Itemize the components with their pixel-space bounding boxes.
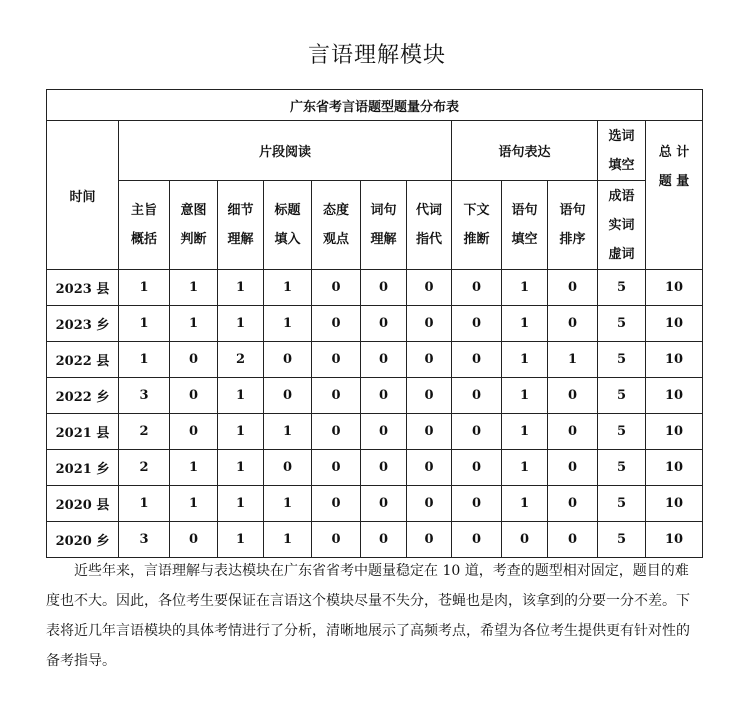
row-value-cell: 0 <box>361 522 407 558</box>
intro-paragraph: 近些年来，言语理解与表达模块在广东省省考中题量稳定在 10 道，考查的题型相对固定，题目的难度也不大。因此，各位考生要保证在言语这个模块尽量不失分，苍蝇也是肉，该拿到的分要一分不差。下表将近几年言语模块的具体考情进行了分析，清晰地展示了高频考点，希望为各位考生提供更有针对性的备考指导。 <box>46 563 690 669</box>
row-time-cell: 2021 县 <box>47 414 119 450</box>
row-value-cell: 10 <box>646 450 703 486</box>
row-value-cell: 0 <box>407 270 452 306</box>
row-value-cell: 0 <box>548 486 598 522</box>
row-value-cell: 1 <box>170 306 218 342</box>
row-value-cell: 0 <box>361 414 407 450</box>
subheader-line: 态度 <box>322 203 349 218</box>
table-row <box>47 414 703 450</box>
row-value-cell: 10 <box>646 486 703 522</box>
row-value-cell: 0 <box>361 342 407 378</box>
row-value-cell: 0 <box>264 450 312 486</box>
row-value-cell: 2 <box>119 450 170 486</box>
row-value-cell: 3 <box>119 522 170 558</box>
group-total-line1: 总 计 <box>658 145 690 160</box>
row-value-cell: 0 <box>407 342 452 378</box>
row-value-cell: 0 <box>452 522 502 558</box>
subheader-line: 概括 <box>130 232 157 247</box>
row-value-cell: 1 <box>170 486 218 522</box>
row-value-cell: 0 <box>407 306 452 342</box>
group-total-line2: 题 量 <box>658 174 690 189</box>
row-value-cell: 0 <box>407 378 452 414</box>
row-value-cell: 1 <box>218 450 264 486</box>
subheader-line: 代词 <box>415 203 442 218</box>
group-xuanci <box>598 121 646 181</box>
row-value-cell: 1 <box>502 378 548 414</box>
subheader-line: 理解 <box>370 232 397 247</box>
subheader-line: 理解 <box>227 232 254 247</box>
time-header: 时间 <box>47 121 119 270</box>
row-value-cell: 0 <box>264 378 312 414</box>
subheader-cell <box>119 181 170 270</box>
table-row <box>47 306 703 342</box>
subheader-line: 标题 <box>274 203 301 218</box>
row-value-cell: 5 <box>598 270 646 306</box>
table-caption: 广东省考言语题型题量分布表 <box>47 90 703 121</box>
row-time-cell: 2022 乡 <box>47 378 119 414</box>
row-value-cell: 0 <box>312 342 361 378</box>
group-yuju: 语句表达 <box>452 121 598 181</box>
row-value-cell: 1 <box>264 306 312 342</box>
row-value-cell: 0 <box>312 306 361 342</box>
row-value-cell: 1 <box>502 342 548 378</box>
row-value-cell: 0 <box>452 414 502 450</box>
row-value-cell: 0 <box>407 414 452 450</box>
row-value-cell: 1 <box>502 486 548 522</box>
row-value-cell: 1 <box>502 414 548 450</box>
row-time-cell: 2023 乡 <box>47 306 119 342</box>
row-value-cell: 0 <box>548 378 598 414</box>
row-value-cell: 0 <box>452 342 502 378</box>
group-header-row <box>47 121 703 181</box>
row-value-cell: 0 <box>452 378 502 414</box>
row-value-cell: 1 <box>170 270 218 306</box>
row-value-cell: 0 <box>312 486 361 522</box>
subheader-line: 推断 <box>463 232 490 247</box>
table-row <box>47 270 703 306</box>
subheader-line: 填入 <box>274 232 301 247</box>
row-value-cell: 1 <box>264 522 312 558</box>
row-value-cell: 1 <box>218 486 264 522</box>
row-value-cell: 0 <box>361 270 407 306</box>
table-caption-row <box>47 90 703 121</box>
group-xuanci-line1: 选词 <box>608 128 635 144</box>
group-total <box>646 121 703 270</box>
row-value-cell: 0 <box>548 414 598 450</box>
subheader-line: 主旨 <box>130 203 157 218</box>
subheader-cell <box>312 181 361 270</box>
subheader-line: 下文 <box>463 203 490 218</box>
row-value-cell: 3 <box>119 378 170 414</box>
table-row <box>47 342 703 378</box>
row-time-cell: 2023 县 <box>47 270 119 306</box>
row-value-cell: 0 <box>170 414 218 450</box>
subheader-cell <box>264 181 312 270</box>
row-value-cell: 5 <box>598 486 646 522</box>
row-value-cell: 0 <box>361 378 407 414</box>
row-value-cell: 0 <box>452 450 502 486</box>
row-value-cell: 1 <box>119 342 170 378</box>
row-value-cell: 0 <box>407 450 452 486</box>
subheader-line: 词句 <box>370 203 397 218</box>
subheader-cell <box>502 181 548 270</box>
table-row <box>47 486 703 522</box>
row-value-cell: 1 <box>502 450 548 486</box>
row-value-cell: 0 <box>452 270 502 306</box>
row-value-cell: 0 <box>407 486 452 522</box>
subheader-line: 虚词 <box>608 246 635 262</box>
subheader-line: 语句 <box>511 203 538 218</box>
row-value-cell: 0 <box>312 522 361 558</box>
row-value-cell: 5 <box>598 306 646 342</box>
question-distribution-table <box>46 89 703 558</box>
row-value-cell: 1 <box>218 522 264 558</box>
row-value-cell: 1 <box>548 342 598 378</box>
row-value-cell: 5 <box>598 414 646 450</box>
row-value-cell: 0 <box>548 522 598 558</box>
row-value-cell: 1 <box>119 270 170 306</box>
row-value-cell: 10 <box>646 522 703 558</box>
row-value-cell: 1 <box>170 450 218 486</box>
row-value-cell: 1 <box>119 486 170 522</box>
subheader-line: 实词 <box>608 217 635 233</box>
row-time-cell: 2020 乡 <box>47 522 119 558</box>
row-value-cell: 5 <box>598 522 646 558</box>
row-value-cell: 10 <box>646 306 703 342</box>
row-value-cell: 0 <box>264 342 312 378</box>
page-title: 言语理解模块 <box>307 43 446 68</box>
row-value-cell: 5 <box>598 378 646 414</box>
subheader-line: 意图 <box>180 203 207 218</box>
row-value-cell: 1 <box>119 306 170 342</box>
row-value-cell: 10 <box>646 270 703 306</box>
row-value-cell: 1 <box>218 414 264 450</box>
row-value-cell: 1 <box>502 306 548 342</box>
row-value-cell: 0 <box>170 522 218 558</box>
row-value-cell: 0 <box>452 486 502 522</box>
row-value-cell: 1 <box>502 270 548 306</box>
subheader-line: 语句 <box>559 203 586 218</box>
row-value-cell: 0 <box>548 306 598 342</box>
row-value-cell: 0 <box>361 306 407 342</box>
row-value-cell: 1 <box>264 486 312 522</box>
row-value-cell: 0 <box>548 450 598 486</box>
subheader-line: 判断 <box>180 232 207 247</box>
row-value-cell: 1 <box>218 270 264 306</box>
subheader-line: 填空 <box>511 232 538 247</box>
row-value-cell: 2 <box>218 342 264 378</box>
row-value-cell: 0 <box>312 450 361 486</box>
row-value-cell: 0 <box>312 414 361 450</box>
row-time-cell: 2020 县 <box>47 486 119 522</box>
row-value-cell: 0 <box>502 522 548 558</box>
row-value-cell: 0 <box>170 378 218 414</box>
row-value-cell: 1 <box>264 414 312 450</box>
subheader-cell <box>361 181 407 270</box>
subheader-cell <box>218 181 264 270</box>
subheader-cell <box>407 181 452 270</box>
subheader-cell <box>170 181 218 270</box>
subheader-line: 成语 <box>608 188 635 204</box>
row-time-cell: 2022 县 <box>47 342 119 378</box>
table-row <box>47 450 703 486</box>
subheader-cell <box>452 181 502 270</box>
subheader-row <box>47 181 703 270</box>
row-value-cell: 0 <box>170 342 218 378</box>
row-value-cell: 10 <box>646 342 703 378</box>
subheader-cell <box>598 181 646 270</box>
table-row <box>47 522 703 558</box>
row-value-cell: 10 <box>646 378 703 414</box>
row-value-cell: 0 <box>312 378 361 414</box>
group-pianduan: 片段阅读 <box>119 121 452 181</box>
row-value-cell: 0 <box>452 306 502 342</box>
group-xuanci-line2: 填空 <box>608 157 635 173</box>
row-value-cell: 0 <box>312 270 361 306</box>
subheader-line: 观点 <box>322 232 349 247</box>
subheader-line: 排序 <box>559 232 586 247</box>
subheader-line: 细节 <box>227 203 254 218</box>
row-value-cell: 10 <box>646 414 703 450</box>
row-value-cell: 5 <box>598 342 646 378</box>
row-value-cell: 1 <box>264 270 312 306</box>
row-value-cell: 0 <box>361 486 407 522</box>
row-value-cell: 1 <box>218 378 264 414</box>
row-value-cell: 5 <box>598 450 646 486</box>
row-value-cell: 0 <box>407 522 452 558</box>
subheader-line: 指代 <box>415 232 442 247</box>
row-value-cell: 0 <box>361 450 407 486</box>
table-row <box>47 378 703 414</box>
row-value-cell: 1 <box>218 306 264 342</box>
subheader-cell <box>548 181 598 270</box>
row-value-cell: 0 <box>548 270 598 306</box>
row-time-cell: 2021 乡 <box>47 450 119 486</box>
row-value-cell: 2 <box>119 414 170 450</box>
